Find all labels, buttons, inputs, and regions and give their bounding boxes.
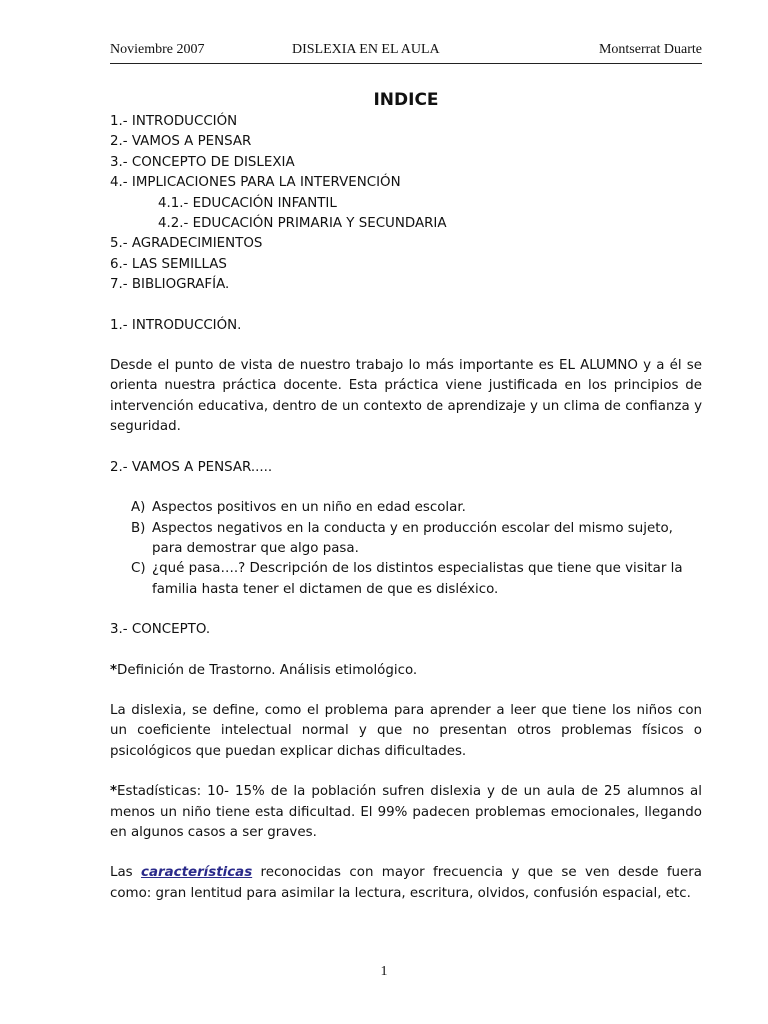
caracteristicas-prefix: Las — [110, 865, 142, 881]
concepto-heading: 3.- CONCEPTO. — [110, 622, 211, 638]
list-marker: B) — [131, 520, 146, 536]
toc-item: 7.- BIBLIOGRAFÍA. — [110, 277, 230, 293]
estadisticas-text: Estadísticas: 10- 15% de la población sufren dislexia y de un aula de 25 alumnos al menos un niño tiene esta dificultad. El 99% padecen problemas emocionales, llegando en algunos casos a ser graves. — [110, 784, 702, 840]
list-marker: C) — [131, 561, 146, 577]
list-item — [110, 559, 702, 600]
toc-item: 4.- IMPLICACIONES PARA LA INTERVENCIÓN — [110, 175, 401, 191]
intro-paragraph: Desde el punto de vista de nuestro trabajo lo más importante es EL ALUMNO y a él se orienta nuestra práctica docente. Esta práctica viene justificada en los principios de intervención educativa, dentro de un contexto de aprendizaje y un clima de confianza y seguridad. — [110, 358, 702, 435]
toc-item: 5.- AGRADECIMIENTOS — [110, 236, 263, 252]
definicion-line — [110, 661, 702, 681]
definicion-text: Definición de Trastorno. Análisis etimológico. — [117, 662, 418, 678]
caracteristicas-paragraph — [110, 863, 702, 904]
document-body — [110, 88, 702, 904]
header-author: Montserrat Duarte — [598, 42, 702, 57]
toc-item: 6.- LAS SEMILLAS — [110, 256, 227, 272]
caracteristicas-keyword: características — [141, 865, 253, 881]
toc-item: 3.- CONCEPTO DE DISLEXIA — [110, 154, 295, 170]
page-header — [110, 42, 702, 64]
list-item-text: Aspectos negativos en la conducta y en producción escolar del mismo sujeto, para demostrar que algo pasa. — [152, 520, 673, 556]
page-number: 1 — [380, 964, 388, 979]
list-item-text: ¿qué pasa….? Descripción de los distintos especialistas que tiene que visitar la familia hasta tener el dictamen de que es disléxico. — [152, 561, 683, 597]
intro-heading: 1.- INTRODUCCIÓN. — [110, 317, 242, 333]
estadisticas-paragraph — [110, 782, 702, 843]
list-marker: A) — [131, 500, 146, 516]
header-date: Noviembre 2007 — [110, 42, 205, 57]
toc-item: 1.- INTRODUCCIÓN — [110, 114, 238, 129]
pensar-list — [110, 498, 702, 600]
table-of-contents — [110, 112, 702, 296]
asterisk-mark: * — [110, 662, 118, 678]
dislexia-paragraph: La dislexia, se define, como el problema para aprender a leer que tiene los niños con un coeficiente intelectual normal y que no presentan otros problemas físicos o psicológicos que puedan explicar dichas dificultades. — [110, 702, 702, 759]
toc-subitem: 4.1.- EDUCACIÓN INFANTIL — [158, 195, 337, 211]
toc-subitem: 4.2.- EDUCACIÓN PRIMARIA Y SECUNDARIA — [158, 216, 447, 232]
list-item-text: Aspectos positivos en un niño en edad escolar. — [152, 500, 466, 516]
header-divider — [110, 63, 702, 64]
list-item — [110, 498, 702, 518]
list-item — [110, 519, 702, 560]
header-title: DISLEXIA EN EL AULA — [292, 42, 440, 57]
toc-item: 2.- VAMOS A PENSAR — [110, 134, 252, 150]
pensar-heading: 2.- VAMOS A PENSAR..... — [110, 459, 273, 475]
caracteristicas-text: reconocidas con mayor frecuencia y que se ven desde fuera como: gran lentitud para asimilar la lectura, escritura, olvidos, confusión espacial, etc. — [110, 865, 702, 901]
asterisk-mark: * — [110, 784, 118, 800]
index-title: INDICE — [373, 90, 439, 110]
